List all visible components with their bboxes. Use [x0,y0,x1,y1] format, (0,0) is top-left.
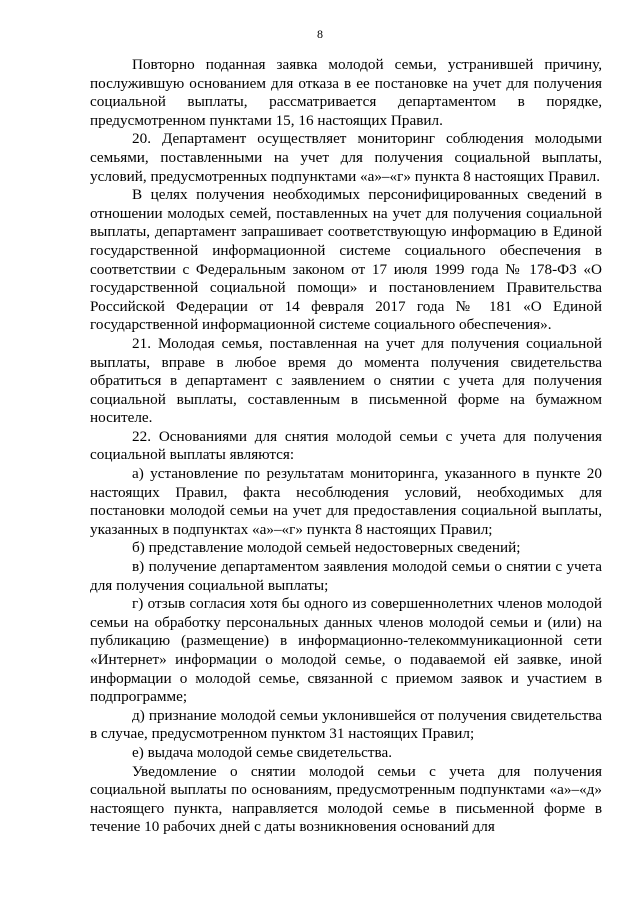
page-number: 8 [317,27,323,41]
document-body [90,56,602,837]
paragraph-subitem-e: е) выдача молодой семье свидетельства. [132,743,393,761]
paragraph-subitem-d: д) признание молодой семьи уклонившейся от получения свидетельства в случае, предусмотренном пунктом 31 настоящих Правил; [90,706,602,743]
paragraph-subitem-b: б) представление молодой семьей недостоверных сведений; [132,539,521,557]
paragraph-personal-data-request: В целях получения необходимых персонифицированных сведений в отношении молодых семей, поставленных на учет для получения социальной выплаты, департамент запрашивает соответствующую информацию в Единой государственной информационной системе социального обеспечения в соответствии с Федеральным законом от 17 июля 1999 года № 178-ФЗ «О государственной социальной помощи» и постановлением Правительства Российской Федерации от 14 февраля 2017 года № 181 «О Единой государственной информационной системе социального обеспечения». [90,186,602,334]
paragraph-resubmitted-application: Повторно поданная заявка молодой семьи, устранившей причину, послужившую основанием для отказа в ее постановке на учет для получения социальной выплаты, рассматривается департаментом в порядке, предусмотренном пунктами 15, 16 настоящих Правил. [90,56,602,129]
paragraph-item-22: 22. Основаниями для снятия молодой семьи с учета для получения социальной выплаты являются: [90,427,602,464]
paragraph-subitem-v: в) получение департаментом заявления молодой семьи о снятии с учета для получения социальной выплаты; [90,558,602,594]
paragraph-subitem-a: а) установление по результатам мониторинга, указанного в пункте 20 настоящих Правил, факта несоблюдения условий, необходимых для постановки молодой семьи на учет для предоставления социальной выплаты, указанных в подпунктах «а»–«г» пункта 8 настоящих Правил; [90,465,602,538]
paragraph-subitem-g: г) отзыв согласия хотя бы одного из совершеннолетних членов молодой семьи на обработку персональных данных членов молодой семьи и (или) на публикацию (размещение) в информационно-телекоммуникационной сети «Интернет» информации о молодой семье, о подаваемой ей заявке, иной информации о молодой семье, связанной с приемом заявок и участием в подпрограмме; [90,595,602,706]
paragraph-item-20: 20. Департамент осуществляет мониторинг соблюдения молодыми семьями, поставленными на учет для получения социальной выплаты, условий, предусмотренных подпунктами «а»–«г» пункта 8 настоящих Правил. [90,130,602,185]
paragraph-item-21: 21. Молодая семья, поставленная на учет для получения социальной выплаты, вправе в любое время до момента получения свидетельства обратиться в департамент с заявлением о снятии с учета для получения социальной выплаты, составленным в письменной форме на бумажном носителе. [90,334,602,427]
paragraph-notification: Уведомление о снятии молодой семьи с учета для получения социальной выплаты по основаниям, предусмотренным подпунктами «а»–«д» настоящего пункта, направляется молодой семье в письменной форме в течение 10 рабочих дней с даты возникновения оснований для [90,762,602,836]
